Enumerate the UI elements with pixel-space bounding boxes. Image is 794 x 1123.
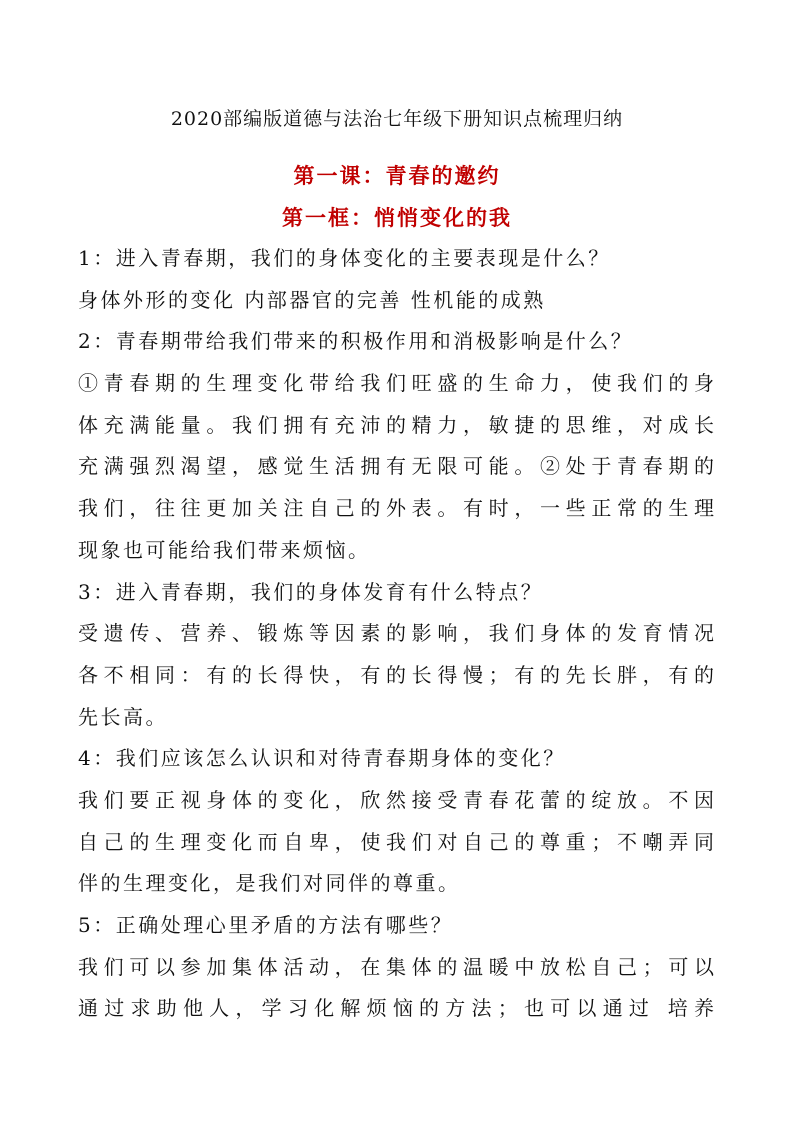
body-line: 1：进入青春期，我们的身体变化的主要表现是什么？ — [78, 246, 611, 270]
body-line: 5：正确处理心里矛盾的方法有哪些？ — [78, 913, 454, 937]
body-line: 充满强烈渴望，感觉生活拥有无限可能。②处于青春期的 — [78, 454, 714, 479]
body-line: 通过求助他人，学习化解烦恼的方法；也可以通过 培养 — [78, 996, 714, 1021]
body-line: 先长高。 — [78, 704, 168, 729]
body-line: 自己的生理变化而自卑，使我们对自己的尊重；不嘲弄同 — [78, 829, 714, 854]
body-line: 我们可以参加集体活动，在集体的温暖中放松自己；可以 — [78, 954, 714, 979]
body-line: 现象也可能给我们带来烦恼。 — [78, 537, 371, 562]
body-line: 4：我们应该怎么认识和对待青春期身体的变化？ — [78, 746, 566, 771]
body-line: 我们，往往更加关注自己的外表。有时，一些正常的生理 — [78, 496, 714, 521]
body-line: 各不相同：有的长得快，有的长得慢；有的先长胖，有的 — [78, 662, 714, 687]
body-line: 3：进入青春期，我们的身体发育有什么特点？ — [78, 579, 544, 604]
document-body — [78, 238, 714, 1030]
body-line: 体充满能量。我们拥有充沛的精力，敏捷的思维，对成长 — [78, 412, 714, 437]
body-line: 我们要正视身体的变化，欣然接受青春花蕾的绽放。不因 — [78, 787, 714, 812]
body-line: 身体外形的变化 内部器官的完善 性机能的成熟 — [78, 287, 546, 312]
body-line: 受遗传、营养、锻炼等因素的影响，我们身体的发育情况 — [78, 621, 714, 646]
body-line: 2：青春期带给我们带来的积极作用和消极影响是什么？ — [78, 329, 634, 354]
document-title: 2020部编版道德与法治七年级下册知识点梳理归纳 — [170, 108, 624, 130]
body-line: ①青春期的生理变化带给我们旺盛的生命力，使我们的身 — [78, 371, 714, 396]
lesson-title: 第一课：青春的邀约 — [293, 163, 501, 188]
section-title: 第一框：悄悄变化的我 — [282, 205, 512, 230]
body-line: 伴的生理变化，是我们对同伴的尊重。 — [78, 871, 461, 896]
